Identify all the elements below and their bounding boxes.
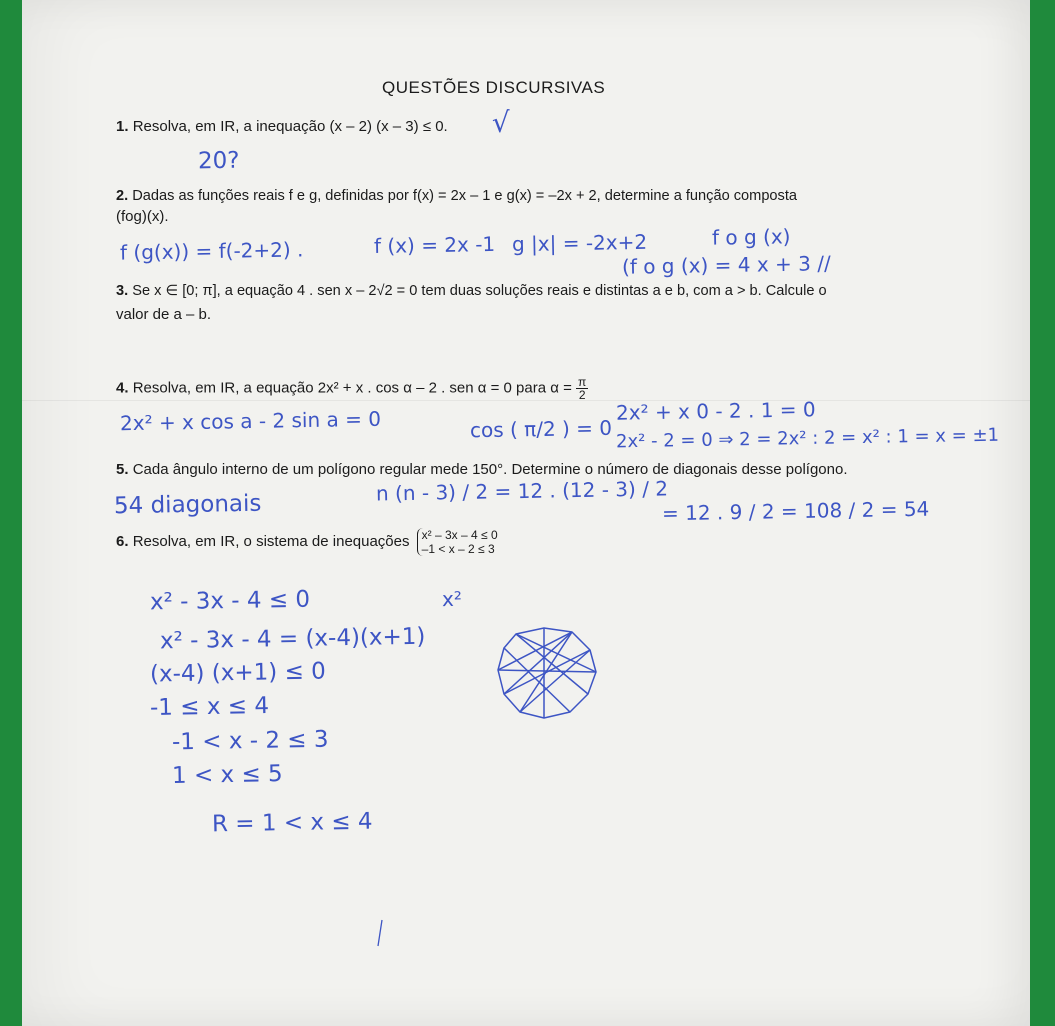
question-6-text: Resolva, em IR, o sistema de inequações [132,532,410,550]
answer-6-line1: x² - 3x - 4 ≤ 0 [149,586,311,616]
answer-6-line3: (x-4) (x+1) ≤ 0 [149,658,327,688]
system-line-1: x² – 3x – 4 ≤ 0 [421,528,498,542]
question-4-number: 4. [116,379,129,397]
question-6-number: 6. [116,532,129,550]
question-1-text: Resolva, em IR, a inequação (x – 2) (x – 3) ≤ 0. [132,118,448,135]
answer-2-g: g |x| = -2x+2 [511,229,648,257]
answer-2-f: f (x) = 2x -1 [373,231,496,259]
answer-1: 20? [197,147,240,175]
fraction-denominator: 2 [578,388,586,402]
question-2-line1 [116,187,797,205]
check-mark: √ [491,105,511,140]
polygon-diagonal [504,648,570,712]
answer-5-formula: n (n - 3) / 2 = 12 . (12 - 3) / 2 [375,476,669,506]
question-5-text: Cada ângulo interno de um polígono regular mede 150°. Determine o número de diagonais desse polígono. [132,461,848,478]
polygon-outline [498,628,596,718]
answer-4-substitution: 2x² + x 0 - 2 . 1 = 0 [615,397,816,425]
question-6 [116,528,498,556]
question-3-number: 3. [116,283,129,299]
question-4-text: Resolva, em IR, a equação 2x² + x . cos α – 2 . sen α = 0 para α = [132,379,572,397]
answer-5-text: 54 diagonais [113,490,262,520]
exam-sheet [22,0,1030,1026]
answer-6-line2: x² - 3x - 4 = (x-4)(x+1) [159,623,426,655]
question-1-number: 1. [116,118,129,135]
answer-6-x2: x² [441,586,463,612]
question-4-fraction [576,376,588,401]
question-4 [116,376,588,401]
question-1 [116,118,448,136]
system-line-2: –1 < x – 2 ≤ 3 [421,542,495,556]
question-3-text: Se x ∈ [0; π], a equação 4 . sen x – 2√2 = 0 tem duas soluções reais e distintas a e b, com a > b. Calcule o [132,283,827,299]
question-3-line1 [116,282,827,300]
stray-pen-mark [374,918,386,948]
question-5 [116,461,848,479]
answer-6-line5: -1 < x - 2 ≤ 3 [171,726,329,756]
question-6-system [417,528,498,556]
answer-6-result: R = 1 < x ≤ 4 [211,808,373,838]
answer-4-equation: 2x² + x cos a - 2 sin a = 0 [119,406,382,436]
question-2-number: 2. [116,188,129,204]
answer-5-result: = 12 . 9 / 2 = 108 / 2 = 54 [661,496,930,526]
polygon-sketch [492,622,602,722]
answer-2-composition: f (g(x)) = f(-2+2) . [119,237,304,265]
question-5-number: 5. [116,461,129,478]
answer-6-line4: -1 ≤ x ≤ 4 [149,692,270,722]
answer-4-cos: cos ( π/2 ) = 0 [469,415,613,443]
answer-2-result: (f o g (x) = 4 x + 3 // [621,251,831,279]
question-3-line2: valor de a – b. [116,306,212,323]
question-2-line2: (fog)(x). [116,208,169,225]
answer-6-line6: 1 < x ≤ 5 [171,761,283,789]
page-title: QUESTÕES DISCURSIVAS [382,78,606,97]
answer-2-fog: f o g (x) [711,224,791,250]
fraction-numerator: π [578,375,587,389]
answer-4-solution: 2x² - 2 = 0 ⇒ 2 = 2x² : 2 = x² : 1 = x = ±1 [615,424,1000,453]
question-2-text: Dadas as funções reais f e g, definidas por f(x) = 2x – 1 e g(x) = –2x + 2, determine a função composta [132,188,798,204]
